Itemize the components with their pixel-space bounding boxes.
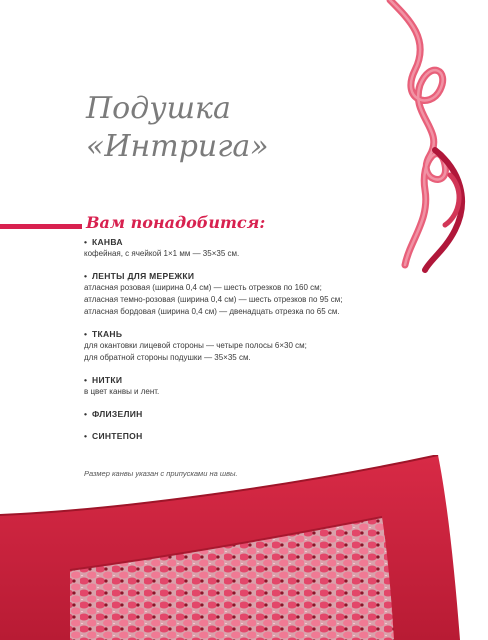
page-title (86, 90, 269, 166)
materials-section (84, 374, 404, 398)
heading-accent-bar (0, 224, 82, 229)
section-title (84, 408, 404, 420)
section-title (84, 270, 404, 282)
ribbon-illustration (370, 0, 488, 275)
bullet-icon: • (84, 237, 88, 247)
materials-heading: Вам понадобится: (86, 213, 266, 232)
materials-section (84, 408, 404, 420)
bullet-icon: • (84, 375, 88, 385)
materials-section (84, 430, 404, 442)
title-line-1: Подушка (86, 91, 231, 126)
bullet-icon: • (84, 329, 88, 339)
section-title-text: НИТКИ (92, 375, 123, 385)
section-line: атласная темно-розовая (ширина 0,4 см) — шесть отрезков по 95 см; (84, 295, 343, 304)
section-title-text: ТКАНЬ (92, 329, 123, 339)
section-title (84, 236, 404, 248)
section-line: атласная бордовая (ширина 0,4 см) — двенадцать отрезка по 65 см. (84, 307, 340, 316)
section-line: для окантовки лицевой стороны — четыре полосы 6×30 см; (84, 341, 307, 350)
section-title (84, 430, 404, 442)
section-title-text: КАНВА (92, 237, 123, 247)
section-line: в цвет канвы и лент. (84, 387, 160, 396)
bullet-icon: • (84, 409, 88, 419)
materials-section (84, 236, 404, 260)
materials-list (84, 236, 404, 452)
bullet-icon: • (84, 271, 88, 281)
footnote: Размер канвы указан с припусками на швы. (84, 469, 238, 478)
section-line: для обратной стороны подушки — 35×35 см. (84, 353, 251, 362)
section-line: кофейная, с ячейкой 1×1 мм — 35×35 см. (84, 249, 240, 258)
section-title (84, 328, 404, 340)
section-title-text: ФЛИЗЕЛИН (92, 409, 143, 419)
section-title-text: СИНТЕПОН (92, 431, 143, 441)
title-line-2: «Интрига» (86, 129, 269, 164)
section-title (84, 374, 404, 386)
section-title-text: ЛЕНТЫ ДЛЯ МЕРЕЖКИ (92, 271, 195, 281)
section-line: атласная розовая (ширина 0,4 см) — шесть отрезков по 160 см; (84, 283, 322, 292)
materials-section (84, 328, 404, 364)
materials-section (84, 270, 404, 318)
pillow-illustration (0, 455, 488, 640)
bullet-icon: • (84, 431, 88, 441)
